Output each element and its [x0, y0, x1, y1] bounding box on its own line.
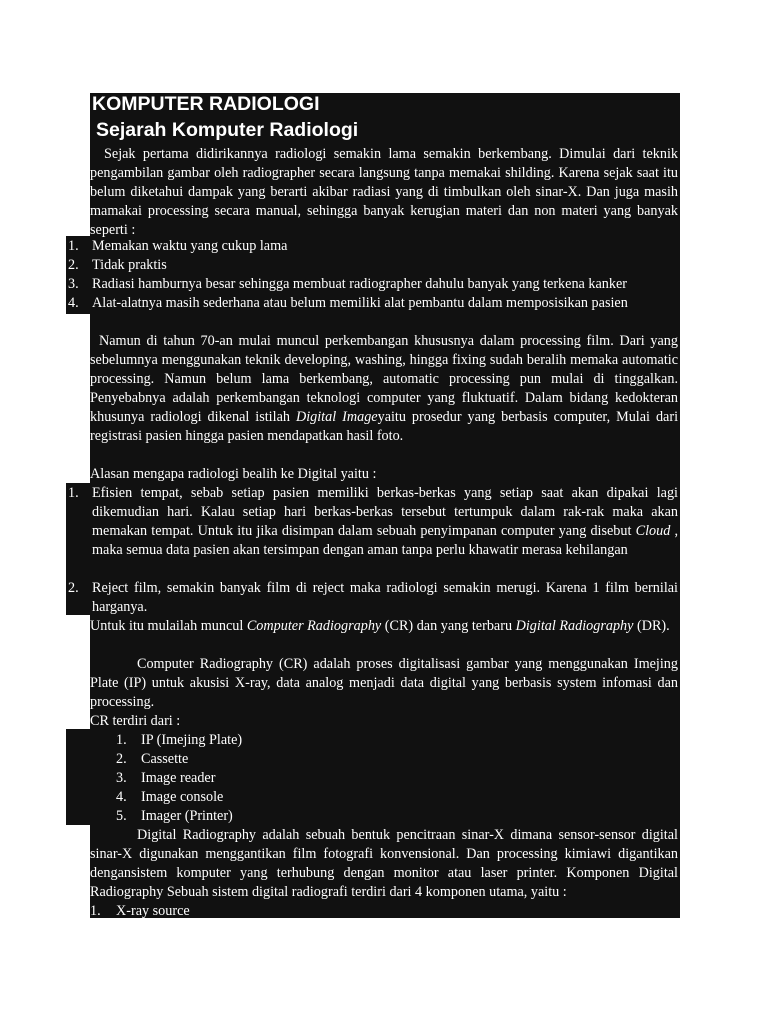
- list4-num-1: 1.: [90, 903, 101, 919]
- list2-item-1: Efisien tempat, sebab setiap pasien memiliki berkas-berkas yang setiap saat akan dipakai lagi dikemudian hari. Kalau setiap hari berkas-berkas tersebut tertumpuk dalam rak-rak maka akan memakan tempat. Untuk itu jika disimpan dalam sebuah penyimpanan computer yang disebut Cloud , maka semua data pasien akan tersimpan dengan aman tanpa perlu khawatir merasa kehilangan: [92, 485, 679, 558]
- paragraph-cr-definition: Computer Radiography (CR) adalah proses digitalisasi gambar yang menggunakan Imejing Plate (IP) untuk akusisi X-ray, data analog menjadi data digital yang berbasis system infomasi dan processing.: [90, 656, 678, 710]
- list1-num-1: 1.: [68, 238, 79, 254]
- term-computer-radiography: Computer Radiography: [246, 618, 382, 634]
- document-title: KOMPUTER RADIOLOGI: [92, 93, 320, 115]
- list3-item-3: Image reader: [141, 770, 216, 786]
- term-digital-image: Digital Image: [295, 409, 378, 425]
- list3-item-2: Cassette: [141, 751, 189, 767]
- paragraph-cr-components: CR terdiri dari :: [90, 713, 181, 729]
- paragraph-history: Namun di tahun 70-an mulai muncul perkembangan khususnya dalam processing film. Dari yang sebelumnya menggunakan teknik developing, washing, hingga fixing sudah beralih memaka automatic processing. Namun belum lama berkembang, automatic processing pun mulai di tinggalkan. Penyebabnya adalah perkembangan teknologi computer yang fluktuatif. Dalam bidang kedokteran khusunya radiologi dikenal istilah Digital Imageyaitu prosedur yang berbasis computer, Mulai dari registrasi pasien hingga pasien mendapatkan hasil foto.: [90, 333, 679, 444]
- list3-num-3: 3.: [116, 770, 127, 786]
- list3-num-1: 1.: [116, 732, 127, 748]
- list3-item-1: IP (Imejing Plate): [141, 732, 243, 748]
- list3-num-2: 2.: [116, 751, 127, 767]
- list1-item-1: Memakan waktu yang cukup lama: [92, 238, 288, 254]
- term-digital-radiography: Digital Radiography: [515, 618, 634, 634]
- list2-num-1: 1.: [68, 485, 79, 501]
- list1-num-3: 3.: [68, 276, 79, 292]
- list2-item-2: Reject film, semakin banyak film di reject maka radiologi semakin merugi. Karena 1 film bernilai harganya.: [92, 580, 678, 615]
- list3-item-5: Imager (Printer): [141, 808, 233, 824]
- paragraph-intro: Sejak pertama didirikannya radiologi semakin lama semakin berkembang. Dimulai dari teknik pengambilan gambar oleh radiographer secara langsung tanpa memakai shilding. Karena sejak saat itu belum diketahui dampak yang berarti akibar radiasi yang di timbulkan oleh sinar-X. Dan juga masih mamakai processing secara manual, sehingga banyak kerugian materi dan non materi yang banyak seperti :: [90, 146, 678, 238]
- list3-num-5: 5.: [116, 808, 127, 824]
- list1-item-4: Alat-alatnya masih sederhana atau belum memiliki alat pembantu dalam memposisikan pasien: [92, 295, 628, 311]
- list1-num-2: 2.: [68, 257, 79, 273]
- document-subtitle: Sejarah Komputer Radiologi: [96, 119, 359, 141]
- list1-item-3: Radiasi hamburnya besar sehingga membuat radiographer dahulu banyak yang terkena kanker: [92, 276, 627, 292]
- paragraph-reasons-intro: Alasan mengapa radiologi bealih ke Digital yaitu :: [90, 466, 377, 482]
- dark-block-list3: [66, 729, 90, 825]
- list2-num-2: 2.: [68, 580, 79, 596]
- list4-item-1: X-ray source: [116, 903, 190, 919]
- paragraph-cr-dr: Untuk itu mulailah muncul Computer Radiography (CR) dan yang terbaru Digital Radiography (DR).: [90, 618, 670, 634]
- list1-num-4: 4.: [68, 295, 79, 311]
- paragraph-dr-definition: Digital Radiography adalah sebuah bentuk pencitraan sinar-X dimana sensor-sensor digital sinar-X digunakan menggantikan film fotografi konvensional. Dan processing kimiawi digantikan dengansistem komputer yang terhubung dengan monitor atau laser printer. Komponen Digital Radiography Sebuah sistem digital radiografi terdiri dari 4 komponen utama, yaitu :: [90, 827, 678, 900]
- list3-num-4: 4.: [116, 789, 127, 805]
- list3-item-4: Image console: [141, 789, 224, 805]
- term-cloud: Cloud: [635, 523, 671, 539]
- list1-item-2: Tidak praktis: [92, 257, 167, 273]
